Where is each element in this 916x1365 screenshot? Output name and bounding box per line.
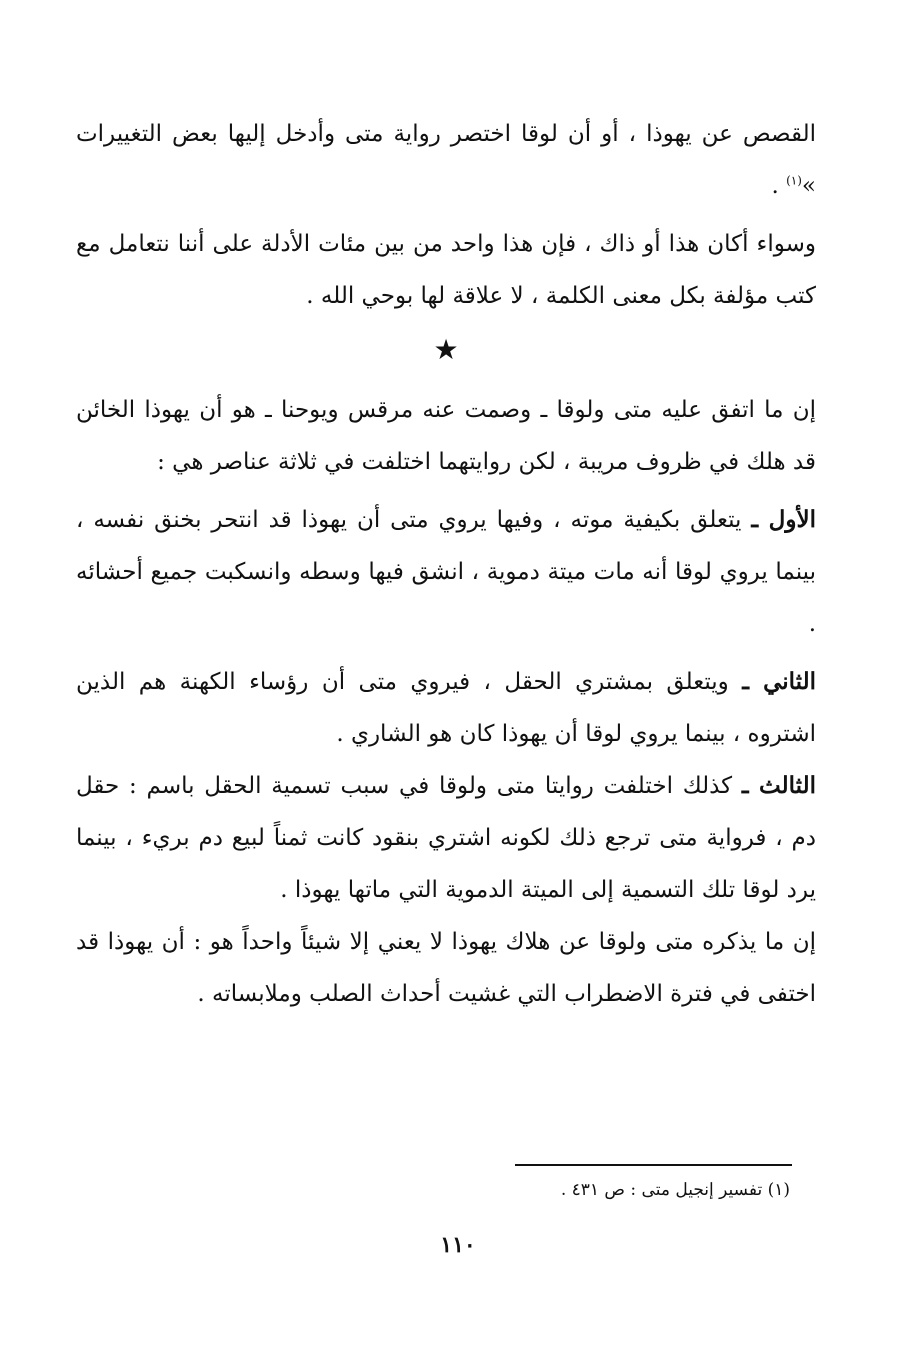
paragraph-3: إن ما اتفق عليه متى ولوقا ـ وصمت عنه مرقس ويوحنا ـ هو أن يهوذا الخائن قد هلك في ظروف مريبة ، لكن روايتهما اختلفت في ثلاثة عناصر هي : xyxy=(76,397,816,475)
footnote-reference[interactable]: (١) xyxy=(786,173,802,188)
paragraph-2: وسواء أكان هذا أو ذاك ، فإن هذا واحد من بين مئات الأدلة على أننا نتعامل مع كتب مؤلفة بكل معنى الكلمة ، لا علاقة لها بوحي الله . xyxy=(76,231,816,309)
footnote-divider xyxy=(515,1164,792,1166)
third-point-text: كذلك اختلفت روايتا متى ولوقا في سبب تسمية الحقل باسم : حقل دم ، فرواية متى ترجع ذلك لكونه اشتري بنقود كانت ثمناً لبيع دم بريء ، بينما يرد لوقا تلك التسمية إلى الميتة الدموية التي ماتها يهوذا . xyxy=(76,773,816,903)
paragraph-1 xyxy=(76,108,816,212)
footnote: (١) تفسير إنجيل متى : ص ٤٣١ . xyxy=(560,1180,790,1200)
paragraph-1-end: . xyxy=(771,173,787,199)
star-separator-icon: ★ xyxy=(433,333,459,366)
first-point-text: يتعلق بكيفية موته ، وفيها يروي متى أن يهوذا قد انتحر بخنق نفسه ، بينما يروي لوقا أنه مات ميتة دموية ، انشق فيها وسطه وانسكبت جميع أحشائه . xyxy=(76,507,816,637)
second-point-label: الثاني ـ xyxy=(742,668,816,695)
paragraph-second-point xyxy=(76,656,816,760)
page-body xyxy=(76,108,816,1020)
paragraph-conclusion: إن ما يذكره متى ولوقا عن هلاك يهوذا لا يعني إلا شيئاً واحداً هو : أن يهوذا قد اختفى في فترة الاضطراب التي غشيت أحداث الصلب وملابساته . xyxy=(76,929,816,1007)
first-point-label: الأول ـ xyxy=(751,506,816,533)
second-point-text: ويتعلق بمشتري الحقل ، فيروي متى أن رؤساء الكهنة هم الذين اشتروه ، بينما يروي لوقا أن يهوذا كان هو الشاري . xyxy=(76,669,816,747)
paragraph-third-point xyxy=(76,760,816,916)
third-point-label: الثالث ـ xyxy=(741,772,816,799)
paragraph-1-text: القصص عن يهوذا ، أو أن لوقا اختصر رواية متى وأدخل إليها بعض التغييرات » xyxy=(76,121,816,199)
page-number: ١١٠ xyxy=(440,1232,476,1258)
paragraph-first-point xyxy=(76,494,816,650)
